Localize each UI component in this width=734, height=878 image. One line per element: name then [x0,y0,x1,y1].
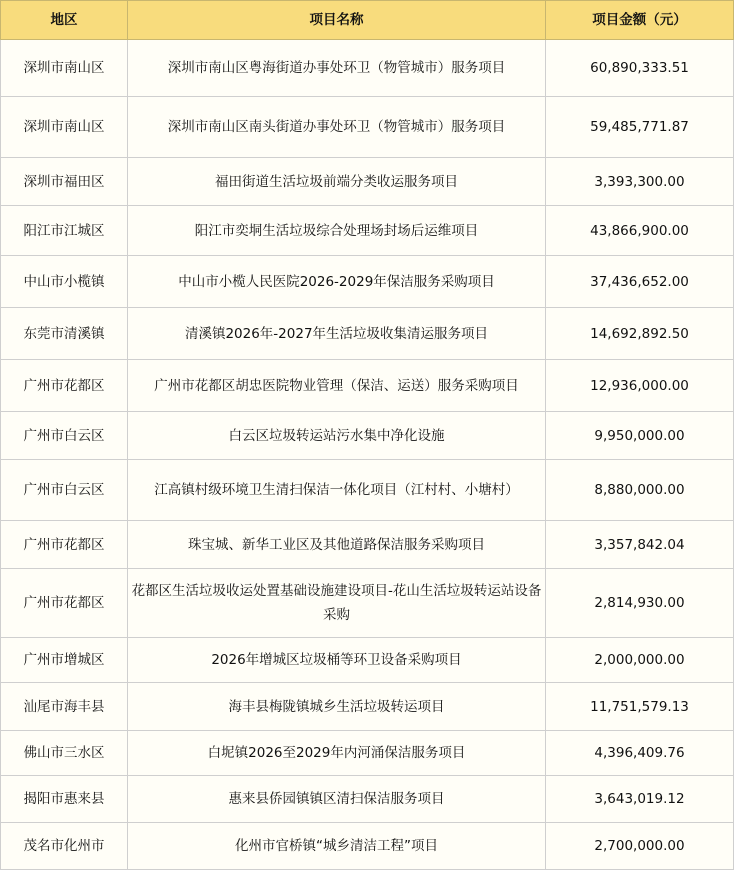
column-header-region: 地区 [1,1,128,40]
cell-region: 揭阳市惠来县 [1,776,128,823]
cell-region: 阳江市江城区 [1,206,128,256]
cell-project: 珠宝城、新华工业区及其他道路保洁服务采购项目 [128,521,546,569]
table-row [1,569,734,638]
cell-project: 白坭镇2026至2029年内河涌保洁服务项目 [128,731,546,776]
cell-amount: 9,950,000.00 [546,412,734,460]
cell-project: 海丰县梅陇镇城乡生活垃圾转运项目 [128,683,546,731]
cell-amount: 4,396,409.76 [546,731,734,776]
table-row [1,97,734,158]
cell-amount: 59,485,771.87 [546,97,734,158]
cell-amount: 12,936,000.00 [546,360,734,412]
cell-project: 2026年增城区垃圾桶等环卫设备采购项目 [128,638,546,683]
table-row [1,823,734,870]
table-row [1,638,734,683]
table-row [1,731,734,776]
table-row [1,412,734,460]
cell-region: 广州市花都区 [1,521,128,569]
table-row [1,521,734,569]
cell-amount: 11,751,579.13 [546,683,734,731]
table-row [1,360,734,412]
cell-project: 阳江市奕垌生活垃圾综合处理场封场后运维项目 [128,206,546,256]
cell-project: 中山市小榄人民医院2026-2029年保洁服务采购项目 [128,256,546,308]
cell-region: 茂名市化州市 [1,823,128,870]
cell-amount: 3,357,842.04 [546,521,734,569]
table-row [1,683,734,731]
table-row [1,40,734,97]
cell-region: 广州市白云区 [1,412,128,460]
column-header-project: 项目名称 [128,1,546,40]
cell-project: 福田街道生活垃圾前端分类收运服务项目 [128,158,546,206]
cell-region: 深圳市福田区 [1,158,128,206]
cell-amount: 2,700,000.00 [546,823,734,870]
column-header-amount: 项目金额（元） [546,1,734,40]
cell-amount: 8,880,000.00 [546,460,734,521]
table-header-row [1,1,734,40]
cell-project: 深圳市南山区粤海街道办事处环卫（物管城市）服务项目 [128,40,546,97]
cell-amount: 2,000,000.00 [546,638,734,683]
cell-amount: 2,814,930.00 [546,569,734,638]
table-row [1,206,734,256]
cell-region: 广州市花都区 [1,360,128,412]
cell-amount: 14,692,892.50 [546,308,734,360]
cell-region: 深圳市南山区 [1,40,128,97]
cell-region: 广州市花都区 [1,569,128,638]
table-row [1,158,734,206]
cell-project: 化州市官桥镇“城乡清洁工程”项目 [128,823,546,870]
cell-region: 广州市增城区 [1,638,128,683]
cell-project: 深圳市南山区南头街道办事处环卫（物管城市）服务项目 [128,97,546,158]
cell-project: 广州市花都区胡忠医院物业管理（保洁、运送）服务采购项目 [128,360,546,412]
cell-region: 中山市小榄镇 [1,256,128,308]
cell-region: 广州市白云区 [1,460,128,521]
table-row [1,256,734,308]
cell-region: 汕尾市海丰县 [1,683,128,731]
cell-amount: 3,643,019.12 [546,776,734,823]
cell-amount: 37,436,652.00 [546,256,734,308]
table-row [1,308,734,360]
table-row [1,776,734,823]
cell-project: 江高镇村级环境卫生清扫保洁一体化项目（江村村、小塘村） [128,460,546,521]
cell-amount: 3,393,300.00 [546,158,734,206]
cell-project: 花都区生活垃圾收运处置基础设施建设项目-花山生活垃圾转运站设备采购 [128,569,546,638]
cell-project: 惠来县侨园镇镇区清扫保洁服务项目 [128,776,546,823]
cell-project: 清溪镇2026年-2027年生活垃圾收集清运服务项目 [128,308,546,360]
cell-amount: 60,890,333.51 [546,40,734,97]
cell-region: 深圳市南山区 [1,97,128,158]
cell-amount: 43,866,900.00 [546,206,734,256]
cell-project: 白云区垃圾转运站污水集中净化设施 [128,412,546,460]
cell-region: 佛山市三水区 [1,731,128,776]
table-row [1,460,734,521]
cell-region: 东莞市清溪镇 [1,308,128,360]
